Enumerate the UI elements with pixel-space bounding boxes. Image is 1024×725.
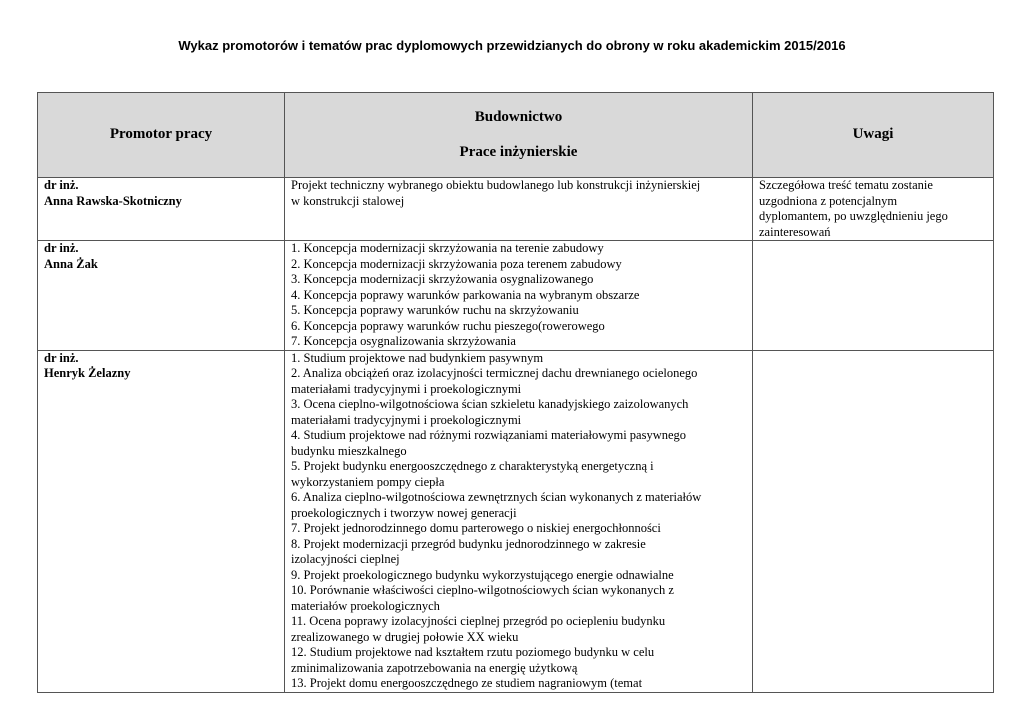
notes-cell <box>753 350 994 692</box>
topic-line: 4. Koncepcja poprawy warunków parkowania na wybranym obszarze <box>291 287 640 302</box>
topic-line: proekologicznych i tworzyw nowej generacji <box>291 505 517 520</box>
topics-cell <box>285 178 753 241</box>
promotor-cell <box>38 178 285 241</box>
topic-line: zminimalizowania zapotrzebowania na energię użytkową <box>291 660 578 675</box>
note-line: uzgodniona z potencjalnym <box>759 193 898 208</box>
topic-line: materiałami tradycyjnymi i proekologicznymi <box>291 412 522 427</box>
topic-line: 2. Analiza obciążeń oraz izolacyjności termicznej dachu drewnianego ocielonego <box>291 366 698 380</box>
table-header-row <box>38 93 994 178</box>
note-line: Szczegółowa treść tematu zostanie <box>759 178 933 192</box>
topic-line: w konstrukcji stalowej <box>291 193 405 208</box>
topic-line: 5. Projekt budynku energooszczędnego z charakterystyką energetyczną i <box>291 459 654 473</box>
table-row <box>38 241 994 351</box>
topic-line: 7. Projekt jednorodzinnego domu parterowego o niskiej energochłonności <box>291 521 661 535</box>
header-promotor-label: Promotor pracy <box>109 126 213 143</box>
table-row <box>38 350 994 692</box>
promotor-cell <box>38 350 285 692</box>
notes-cell <box>753 241 994 351</box>
promotor-name: Anna Żak <box>44 256 98 271</box>
promotor-degree: dr inż. <box>44 350 79 365</box>
header-promotor <box>38 93 285 178</box>
promotor-cell <box>38 241 285 351</box>
promotor-name: Anna Rawska-Skotniczny <box>44 193 182 208</box>
promotor-degree: dr inż. <box>44 241 79 255</box>
header-field <box>285 93 753 178</box>
promotors-table <box>37 92 994 693</box>
topic-line: 1. Koncepcja modernizacji skrzyżowania na terenie zabudowy <box>291 241 604 255</box>
document-title: Wykaz promotorów i tematów prac dyplomowych przewidzianych do obrony w roku akademickim 2015/2016 <box>178 38 846 53</box>
promotor-name: Henryk Żelazny <box>44 366 131 380</box>
header-type-label: Prace inżynierskie <box>459 144 578 160</box>
topics-cell <box>285 350 753 692</box>
promotor-degree: dr inż. <box>44 178 79 192</box>
topic-line: Projekt techniczny wybranego obiektu budowlanego lub konstrukcji inżynierskiej <box>291 178 701 192</box>
topic-line: 8. Projekt modernizacji przegród budynku jednorodzinnego w zakresie <box>291 536 646 551</box>
note-line: dyplomantem, po uwzględnieniu jego <box>759 209 948 223</box>
table-row <box>38 178 994 241</box>
topic-line: materiałów proekologicznych <box>291 598 440 613</box>
topic-line: 4. Studium projektowe nad różnymi rozwiązaniami materiałowymi pasywnego <box>291 428 687 442</box>
topic-line: 10. Porównanie właściwości cieplno-wilgotnościowych ścian wykonanych z <box>291 583 674 597</box>
header-field-label: Budownictwo <box>474 108 563 125</box>
topic-line: 9. Projekt proekologicznego budynku wykorzystującego energie odnawialne <box>291 567 674 582</box>
topic-line: budynku mieszkalnego <box>291 443 407 458</box>
topic-line: 2. Koncepcja modernizacji skrzyżowania poza terenem zabudowy <box>291 256 622 271</box>
topic-line: 13. Projekt domu energooszczędnego ze studiem nagraniowym (temat <box>291 676 643 690</box>
topic-line: 1. Studium projektowe nad budynkiem pasywnym <box>291 350 544 365</box>
topic-line: 12. Studium projektowe nad kształtem rzutu poziomego budynku w celu <box>291 645 655 659</box>
header-notes-label: Uwagi <box>852 126 894 143</box>
topic-line: wykorzystaniem pompy ciepła <box>291 474 445 489</box>
topic-line: 6. Koncepcja poprawy warunków ruchu pieszego(rowerowego <box>291 318 605 333</box>
notes-cell <box>753 178 994 241</box>
topic-line: 3. Ocena cieplno-wilgotnościowa ścian szkieletu kanadyjskiego zaizolowanych <box>291 397 689 411</box>
topic-line: 7. Koncepcja osygnalizowania skrzyżowania <box>291 334 516 348</box>
topic-line: 11. Ocena poprawy izolacyjności cieplnej przegród po ociepleniu budynku <box>291 614 666 628</box>
topic-line: materiałami tradycyjnymi i proekologicznymi <box>291 381 522 396</box>
note-line: zainteresowań <box>759 224 831 239</box>
header-notes <box>753 93 994 178</box>
topic-line: 3. Koncepcja modernizacji skrzyżowania osygnalizowanego <box>291 272 594 286</box>
topic-line: 6. Analiza cieplno-wilgotnościowa zewnętrznych ścian wykonanych z materiałów <box>291 490 702 504</box>
topics-cell <box>285 241 753 351</box>
topic-line: zrealizowanego w drugiej połowie XX wieku <box>291 629 519 644</box>
topic-line: 5. Koncepcja poprawy warunków ruchu na skrzyżowaniu <box>291 303 579 317</box>
topic-line: izolacyjności cieplnej <box>291 552 400 566</box>
